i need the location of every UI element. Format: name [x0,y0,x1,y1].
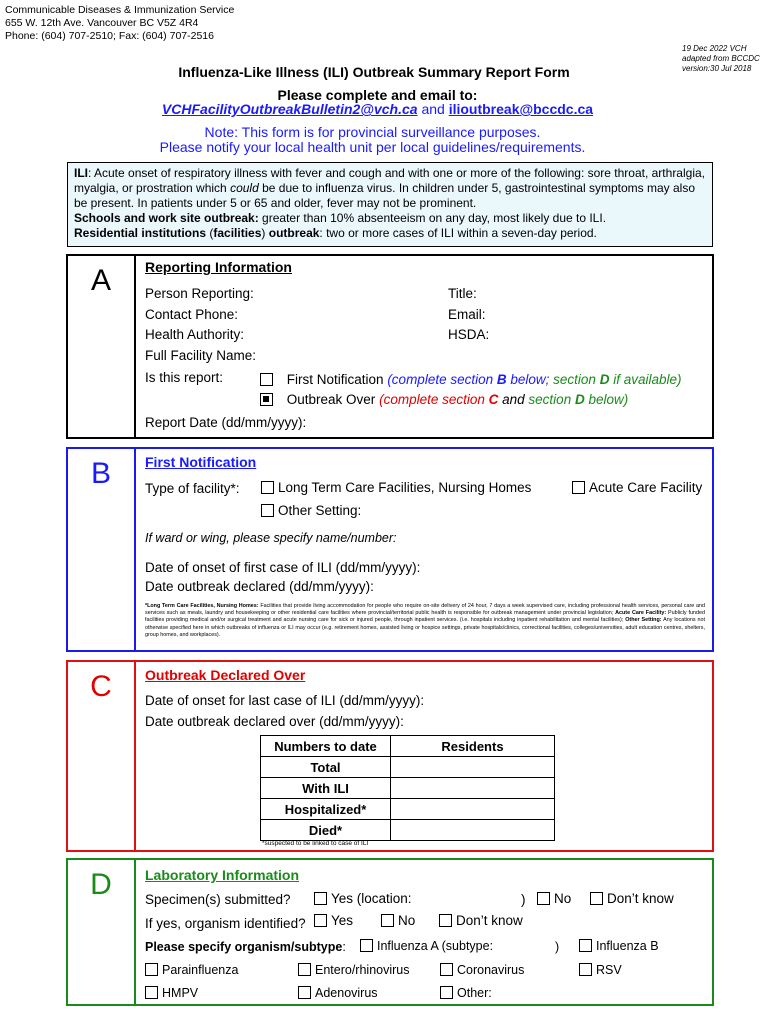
other-organism-label: Other: [457,986,492,1000]
onset-first-label: Date of onset of first case of ILI (dd/mm/yyyy): [145,560,421,575]
row-label: Total [261,757,391,778]
fine-print: *Long Term Care Facilities, Nursing Homes: [145,603,259,609]
hmpv-option[interactable] [145,986,198,1000]
coronavirus-label: Coronavirus [457,963,525,977]
onset-last-label: Date of onset for last case of ILI (dd/mm/yyyy): [145,693,425,708]
outbreak-over-note: and [498,392,529,407]
schools-text: greater than 10% absenteeism on any day, most likely due to ILI. [258,211,607,225]
entero-label: Entero/rhinovirus [315,963,410,977]
specimen-dont-know-option[interactable] [590,891,674,906]
specify-text: Please specify organism/subtype [145,940,343,954]
first-notification-option[interactable] [260,372,681,387]
coronavirus-checkbox[interactable] [440,963,453,976]
res-text: : two or more cases of ILI within a seven-day period. [319,226,597,240]
person-reporting-label: Person Reporting: [145,286,254,301]
version-line: version:30 Jul 2018 [682,64,752,73]
first-notification-note: section [553,372,600,387]
fine-print: Other Setting: [625,617,662,624]
parainfluenza-checkbox[interactable] [145,963,158,976]
section-letter-cell [68,256,136,437]
influenza-b-option[interactable] [579,939,659,953]
entero-checkbox[interactable] [298,963,311,976]
res-paren: ( [206,226,214,240]
version-line: adapted from BCCDC [682,54,760,63]
organism-yes-checkbox[interactable] [314,914,327,927]
outbreak-over-option[interactable] [260,392,628,407]
version-line: 19 Dec 2022 VCH [682,44,747,53]
section-a [66,254,714,439]
hsda-label: HSDA: [448,327,490,342]
row-label: Hospitalized* [261,799,391,820]
ltc-label: Long Term Care Facilities, Nursing Homes [278,480,532,495]
rsv-option[interactable] [579,963,622,977]
facility-definitions [145,603,705,639]
form-title: Influenza-Like Illness (ILI) Outbreak Summary Report Form [178,64,570,80]
ward-label: If ward or wing, please specify name/number: [145,531,397,545]
residents-cell[interactable] [391,820,555,841]
title-label: Title: [448,286,477,301]
section-title: Laboratory Information [145,867,300,883]
fine-print: Publicly funded facilities providing medical and/or surgical treatment and acute nursing care for sick or injured people, through inpatient services. (i.e. hospitals including inpatient rehabilitation and mental facilities); [145,610,705,624]
res-outbreak: outbreak [268,226,320,240]
organism-no-checkbox[interactable] [381,914,394,927]
location-close: ) [521,892,526,907]
note-line-2: Please notify your local health unit per local guidelines/requirements. [159,139,586,155]
health-authority-label: Health Authority: [145,327,245,342]
specimen-dont-know-checkbox[interactable] [590,892,603,905]
ili-label: ILI [74,166,88,180]
first-notification-checkbox[interactable] [260,373,273,386]
organism-yes-option[interactable] [314,913,353,928]
parainfluenza-option[interactable] [145,963,238,977]
table-header: Residents [391,736,555,757]
schools-definition [74,211,706,226]
org-header [5,4,234,43]
section-letter: B [90,457,111,490]
specify-organism-label [145,940,346,954]
adenovirus-label: Adenovirus [315,986,378,1000]
section-letter-cell [68,860,136,1004]
fine-print: Acute Care Facility: [615,610,667,617]
other-setting-label: Other Setting: [278,503,362,518]
instructions-complete: Please complete and email to: [277,87,478,103]
specimen-yes-option[interactable] [314,891,412,906]
outbreak-over-note: D [574,392,585,407]
adenovirus-checkbox[interactable] [298,986,311,999]
coronavirus-option[interactable] [440,963,524,977]
note-line-1: Note: This form is for provincial surveillance purposes. [204,124,541,140]
other-organism-option[interactable] [440,986,492,1000]
is-report-label: Is this report: [145,370,224,385]
reporter-labels-right [448,284,489,346]
row-label: With ILI [261,778,391,799]
note-block [0,125,745,155]
residents-cell[interactable] [391,799,555,820]
influenza-b-label: Influenza B [596,939,659,953]
influenza-a-label: Influenza A (subtype: [377,939,494,953]
section-title: Outbreak Declared Over [145,667,306,683]
res-paren: ) [261,226,269,240]
section-letter: A [90,264,111,297]
table-row [261,778,555,799]
specimen-no-checkbox[interactable] [537,892,550,905]
parainfluenza-label: Parainfluenza [162,963,239,977]
organism-identified-label: If yes, organism identified? [145,916,306,931]
subtype-close: ) [555,940,560,954]
email-link-bccdc[interactable]: ilioutbreak@bccdc.ca [448,101,594,117]
other-setting-option[interactable] [261,503,361,518]
schools-label: Schools and work site outbreak: [74,211,259,225]
section-b [66,447,714,652]
residential-definition [74,226,706,241]
outbreak-over-note: (complete section [379,392,489,407]
ili-could: could [230,181,259,195]
first-notification-note: if available) [609,372,682,387]
contact-phone-label: Contact Phone: [145,306,239,322]
section-letter: C [90,670,112,703]
organism-dont-know-option[interactable] [439,913,523,928]
hmpv-checkbox[interactable] [145,986,158,999]
ili-definition [74,166,706,211]
email-link-vch[interactable]: VCHFacilityOutbreakBulletin2@vch.ca [161,101,418,117]
outbreak-over-note: section [528,392,575,407]
declared-over-label: Date outbreak declared over (dd/mm/yyyy): [145,714,404,729]
section-letter-cell [68,449,136,650]
org-phone: Phone: (604) 707-2510; Fax: (604) 707-2516 [5,30,214,42]
section-title: Reporting Information [145,259,292,275]
outbreak-over-note: C [488,392,499,407]
table-header-row [261,736,555,757]
section-c [66,660,714,852]
fine-print: Facilities that provide living accommodation for people who require on-site delivery of 24 hour, 7 days a week supervised care, including professional health services, personal care and services such as meals, laundry and housekeeping or other residential care facilities where provincial/territorial public health is responsible for outbreak management under provincial legislation; [145,603,705,617]
declared-over-dates [145,690,424,732]
org-address: 655 W. 12th Ave. Vancouver BC V5Z 4R4 [5,17,199,29]
ltc-checkbox[interactable] [261,481,274,494]
influenza-a-checkbox[interactable] [360,939,373,952]
email-line [0,101,755,117]
table-header: Numbers to date [261,736,391,757]
organism-yes-label: Yes [331,913,354,928]
organism-dont-know-checkbox[interactable] [439,914,452,927]
row-label: Died* [261,820,391,841]
outbreak-over-label: Outbreak Over [286,392,376,407]
specimens-label: Specimen(s) submitted? [145,892,291,907]
facility-type-label: Type of facility*: [145,481,240,496]
table-row [261,820,555,841]
section-title: First Notification [145,454,257,470]
first-notification-note: (complete section [387,372,497,387]
onset-dates [145,558,420,596]
adenovirus-option[interactable] [298,986,378,1000]
reporter-labels [145,284,256,366]
rsv-label: RSV [596,963,622,977]
specify-colon: : [342,940,346,954]
ili-definition-box [67,162,713,247]
other-organism-checkbox[interactable] [440,986,453,999]
facility-name-label: Full Facility Name: [145,347,257,363]
first-notification-note: D [599,372,610,387]
ltc-option[interactable] [261,480,531,495]
res-label: Residential institutions [74,226,207,240]
influenza-b-checkbox[interactable] [579,939,592,952]
specimen-no-label: No [554,891,572,906]
email-and: and [421,101,445,117]
outbreak-over-note: below) [584,392,629,407]
influenza-a-option[interactable] [360,939,493,953]
fine-print: Any locations not otherwise specified here in which outbreaks of influenza or ILI may occur (e.g. retirement homes, assisted living or hospice settings, private hospitals/clinics, correctional facilities, colleges/universities, adult education centres, shelters, group homes, and workplaces). [145,617,705,638]
first-notification-note: B [496,372,507,387]
case-counts-table [260,735,555,841]
organism-no-option[interactable] [381,913,415,928]
section-letter: D [90,868,112,901]
specimen-dont-know-label: Don’t know [607,891,674,906]
report-date-label: Report Date (dd/mm/yyyy): [145,415,307,430]
residents-cell[interactable] [391,757,555,778]
ili-text: : Acute onset of respiratory illness with fever and cough and with one or more of the following: sore throat, arthralgia, myalgia, or prostration which [74,166,705,195]
specimen-yes-checkbox[interactable] [314,892,327,905]
specimen-no-option[interactable] [537,891,571,906]
org-name: Communicable Diseases & Immunization Service [5,4,235,16]
residents-cell[interactable] [391,778,555,799]
outbreak-over-checkbox[interactable] [260,393,273,406]
table-note: *suspected to be linked to case of ILI [262,840,369,847]
section-letter-cell [68,662,136,850]
entero-option[interactable] [298,963,410,977]
res-facilities: facilities [213,226,262,240]
acute-care-label: Acute Care Facility [589,480,703,495]
first-notification-label: First Notification [286,372,384,387]
table-row [261,799,555,820]
acute-care-option[interactable] [572,480,702,495]
table-row [261,757,555,778]
acute-care-checkbox[interactable] [572,481,585,494]
declared-label: Date outbreak declared (dd/mm/yyyy): [145,579,374,594]
hmpv-label: HMPV [162,986,199,1000]
organism-dont-know-label: Don’t know [456,913,523,928]
rsv-checkbox[interactable] [579,963,592,976]
ili-text: be due to influenza virus. In children under 5, gastrointestinal symptoms may also be present. In patients under 5 or 65 and older, fever may not be prominent. [74,181,695,210]
other-setting-checkbox[interactable] [261,504,274,517]
organism-no-label: No [398,913,416,928]
specimen-yes-label: Yes (location: [331,891,412,906]
first-notification-note: below; [506,372,554,387]
email-label: Email: [448,306,486,322]
section-d [66,858,714,1006]
